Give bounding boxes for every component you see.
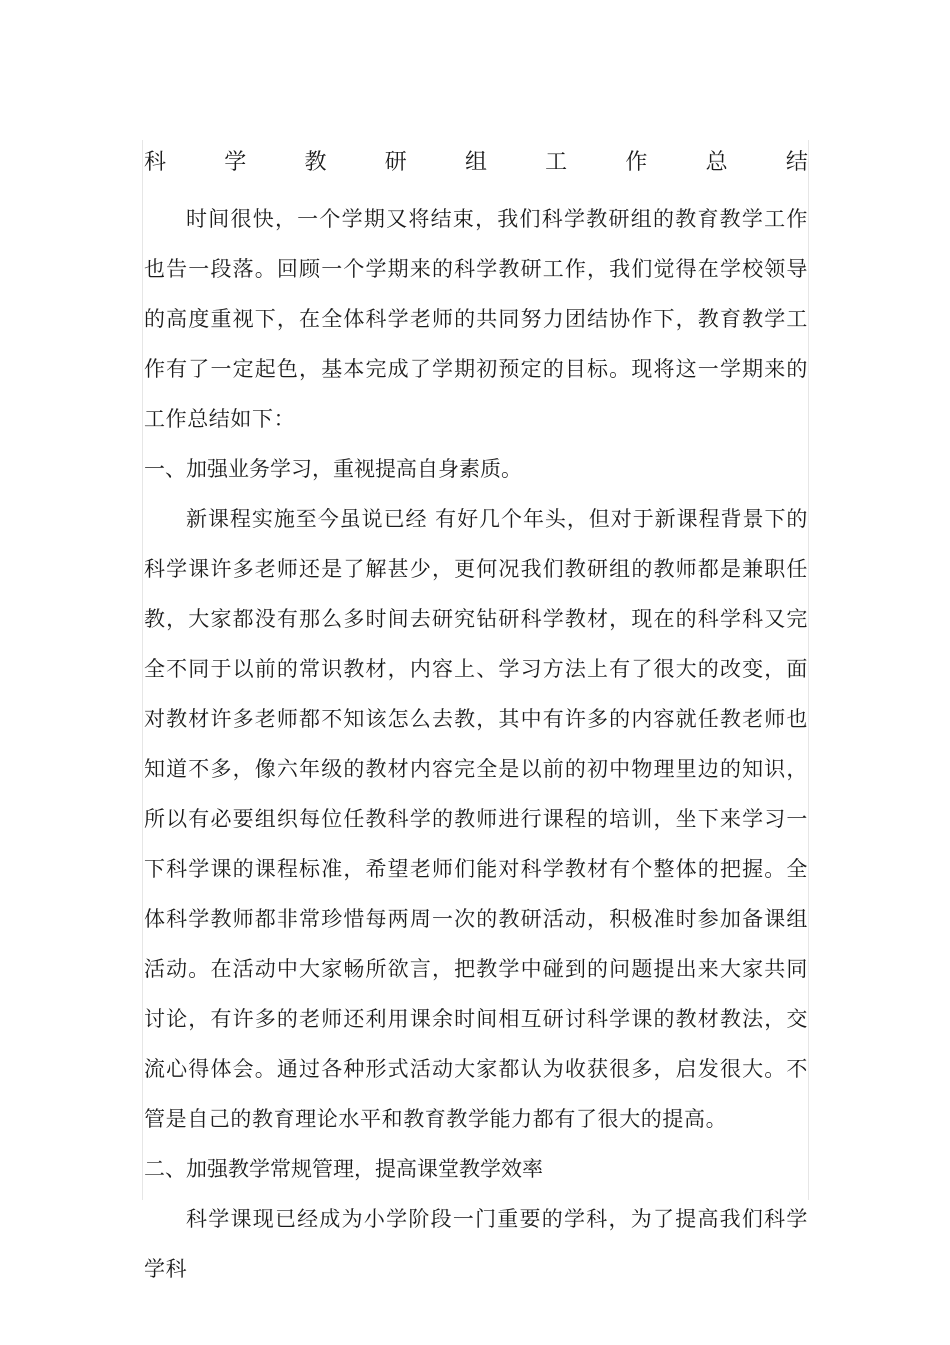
left-margin-line (142, 140, 143, 1200)
section-1-paragraph: 新课程实施至今虽说已经 有好几个年头，但对于新课程背景下的科学课许多老师还是了解甚少，更何况我们教研组的教师都是兼职任教，大家都没有那么多时间去研究钻研科学教材，现在的科学科又完全不同于以前的常识教材，内容上、学习方法上有了很大的改变，面对教材许多老师都不知该怎么去教，其中有许多的内容就任教老师也知道不多，像六年级的教材内容完全是以前的初中物理里边的知识，所以有必要组织每位任教科学的教师进行课程的培训，坐下来学习一下科学课的课程标准，希望老师们能对科学教材有个整体的把握。全体科学教师都非常珍惜每两周一次的教研活动，积极准时参加备课组活动。在活动中大家畅所欲言，把教学中碰到的问题提出来大家共同讨论，有许多的老师还利用课余时间相互研讨科学课的教材教法，交流心得体会。通过各种形式活动大家都认为收获很多，启发很大。不管是自己的教育理论水平和教育教学能力都有了很大的提高。 (144, 507, 808, 1131)
intro-paragraph: 时间很快，一个学期又将结束，我们科学教研组的教育教学工作也告一段落。回顾一个学期来的科学教研工作，我们觉得在学校领导的高度重视下，在全体科学老师的共同努力团结协作下，教育教学工作有了一定起色，基本完成了学期初预定的目标。现将这一学期来的工作总结如下： (144, 207, 808, 431)
title-char: 工 (545, 149, 568, 175)
section-heading-2: 二、加强教学常规管理，提高课堂教学效率 (144, 1157, 543, 1181)
document-title (144, 140, 808, 180)
title-char: 组 (464, 149, 487, 175)
title-char: 研 (384, 149, 407, 175)
right-margin-line (808, 140, 809, 1200)
title-char: 学 (224, 149, 247, 175)
title-char: 结 (785, 149, 808, 175)
section-heading-1: 一、加强业务学习，重视提高自身素质。 (144, 457, 522, 481)
title-char: 教 (304, 149, 327, 175)
title-char: 总 (705, 149, 728, 175)
document-body (144, 140, 808, 1294)
title-char: 作 (625, 149, 648, 175)
title-char: 科 (144, 149, 167, 175)
section-2-paragraph: 科学课现已经成为小学阶段一门重要的学科，为了提高我们科学学科 (144, 1207, 808, 1281)
